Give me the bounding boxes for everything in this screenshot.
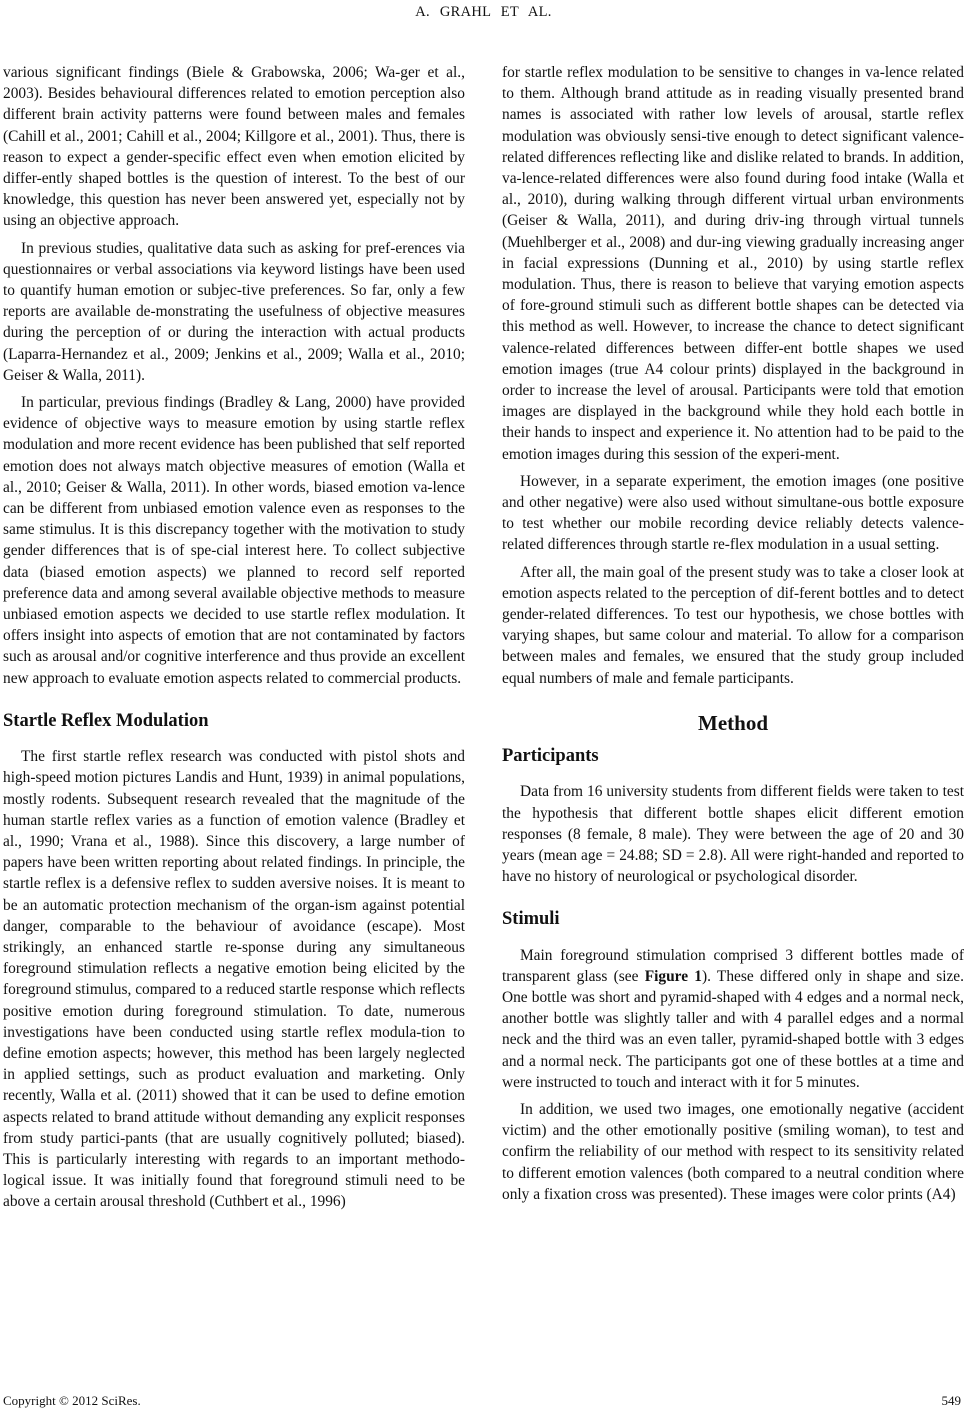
paragraph-stimuli [502,945,964,1093]
copyright-notice: Copyright © 2012 SciRes. [3,1393,141,1408]
figure-reference-link[interactable]: Figure 1 [644,967,702,985]
text: Main foreground stimulation comprised 3 different bottles made of transparent glass (see [502,946,964,985]
paragraph: In addition, we used two images, one emotionally negative (accident victim) and the other emotionally positive (smiling woman), to test and confirm the reliability of our method with respect to its sensitivity related to different emotion valences (both compared to a neutral condition where only a fixation cross was presented). These images were color prints (A4) [502,1100,964,1203]
paragraph: various significant findings (Biele & Grabowska, 2006; Wa-ger et al., 2003). Besides behavioural differences related to emotion perception also different brain activity patterns were found between males and females (Cahill et al., 2001; Cahill et al., 2004; Killgore et al., 2001). Thus, there is reason to expect a gender-specific effect even when emotion elicited by differ-ently shaped bottles is the question of interest. To the best of our knowledge, this question has never been answered yet, especially not by using an objective approach. [3,64,465,230]
paragraph: Data from 16 university students from different fields were taken to test the hypothesis that different bottle shapes elicit different emotion responses (8 female, 8 male). They were between the age of 20 and 30 years (mean age = 24.88; SD = 2.8). All were right-handed and reported to have no history of neurological or psychological disorder. [502,783,964,886]
paragraph: However, in a separate experiment, the emotion images (one positive and other negative) were also used without simultane-ous bottle exposure to test whether our mobile recording device reliably detects valence-related differences through startle re-flex modulation in a usual setting. [502,472,964,554]
section-heading-startle-reflex: Startle Reflex Modulation [3,710,209,731]
subsection-heading-participants: Participants [502,746,599,767]
paragraph: In particular, previous findings (Bradley & Lang, 2000) have provided evidence of objective ways to measure emotion by using startle reflex modulation and more recent evidence has been published that self reported emotion does not always match objective measures of emotion (Walla et al., 2010; Geiser & Walla, 2011). In other words, biased emotion va-lence can be different from unbiased emotion valence even as responses to the same stimulus. It is this discrepancy together with the motivation to study gender differences that is of spe-cial interest here. To collect subjective data (biased emotion aspects) we planned to record self reported preference data and among several available objective methods to measure unbiased emotion aspects we decided to use startle reflex modulation. It offers insight into aspects of emotion that are not contaminated by factors such as arousal and/or cognitive interference and thus provide an excellent new approach to evaluate emotion aspects related to commercial products. [3,394,465,687]
page-number: 549 [941,1393,961,1408]
section-heading-method: Method [698,710,768,735]
paragraph: for startle reflex modulation to be sensitive to changes in va-lence related to them. Although brand attitude as in reading visually presented brand names is associated with rather low levels of arousal, startle reflex modulation was obviously sensi-tive enough to detect significant valence-related differences reflecting like and dislike related to brands. In addition, va-lence-related differences were also found during food intake (Walla et al., 2010), during walking through different virtual urban environments (Geiser & Walla, 2011), and during driv-ing through virtual tunnels (Muehlberger et al., 2008) and dur-ing viewing gradually increasing anger in facial expressions (Dunning et al., 2010) by using startle reflex modulation. Thus, there is reason to believe that varying emotion aspects of fore-ground stimuli such as different bottle shapes can be detected via this method as well. However, to increase the chance to detect significant valence-related differences between differ-ent bottle shapes we used emotion images (true A4 colour prints) displayed in the background in order to increase the level of arousal. Participants were told that emotion images are displayed in the background while they hold each bottle in their hands to inspect and experience it. No attention had to be paid to the emotion images during this session of the experi-ment. [502,64,964,463]
running-head: A. GRAHL ET AL. [415,4,552,20]
left-column [3,62,465,1219]
right-column [502,62,964,1211]
paragraph: In previous studies, qualitative data such as asking for pref-erences via questionnaires or verbal associations via keyword listings have been used to quantify human emotion or subjec-tive preferences. So far, only a few reports are available de-monstrating the usefulness of objective measures during the perception of or during the interaction with actual products (Laparra-Hernandez et al., 2009; Jenkins et al., 2009; Walla et al., 2010; Geiser & Walla, 2011). [3,239,465,384]
paragraph: After all, the main goal of the present study was to take a closer look at emotion aspects related to the perception of dif-ferent bottles and to detect gender-related differences. To test our hypothesis, we chose bottles with varying shapes, but same colour and material. To allow for a comparison between males and females, we ensured that the study group included equal numbers of male and female participants. [502,563,964,687]
paragraph: The first startle reflex research was conducted with pistol shots and high-speed motion pictures Landis and Hunt, 1939) in animal populations, mostly rodents. Subsequent research revealed that the magnitude of the human startle reflex varies as a function of emotion valence (Bradley et al., 1990; Vrana et al., 1988). Since this discovery, a large number of papers have been written reporting about related findings. In principle, the startle reflex is a defensive reflex to sudden aversive noises. It is meant to be an automatic protection mechanism of the organ-ism against potential danger, comparable to the behaviour of avoidance (escape). Most strikingly, an enhanced startle re-sponse during any simultaneous foreground stimulation reflects a negative emotion being elicited by the foreground stimulus, compared to a reduced startle response which reflects positive emotion during foreground stimulation. To date, numerous investigations have been conducted using startle reflex modula-tion to define emotion aspects; however, this method has been largely neglected in applied settings, such as product evaluation and marketing. Only recently, Walla et al. (2011) showed that it can be used to define emotion aspects related to brand attitude without demanding any explicit responses from study partici-pants (that are usually cognitively polluted; biased). This is particularly interesting with regards to an important methodo-logical issue. It was initially found that foreground stimuli need to be above a certain arousal threshold (Cuthbert et al., 1996) [3,748,465,1211]
text: ). These differed only in shape and size. One bottle was short and pyramid-shaped with 4 edges and a normal neck, another bottle was slightly taller and with 4 parallel edges and a normal neck and the third was an even taller, pyramid-shaped bottle with 3 edges and a normal neck. The participants got one of these bottles at a time and were instructed to touch and interact with it for 5 minutes. [502,967,964,1091]
subsection-heading-stimuli: Stimuli [502,909,560,930]
